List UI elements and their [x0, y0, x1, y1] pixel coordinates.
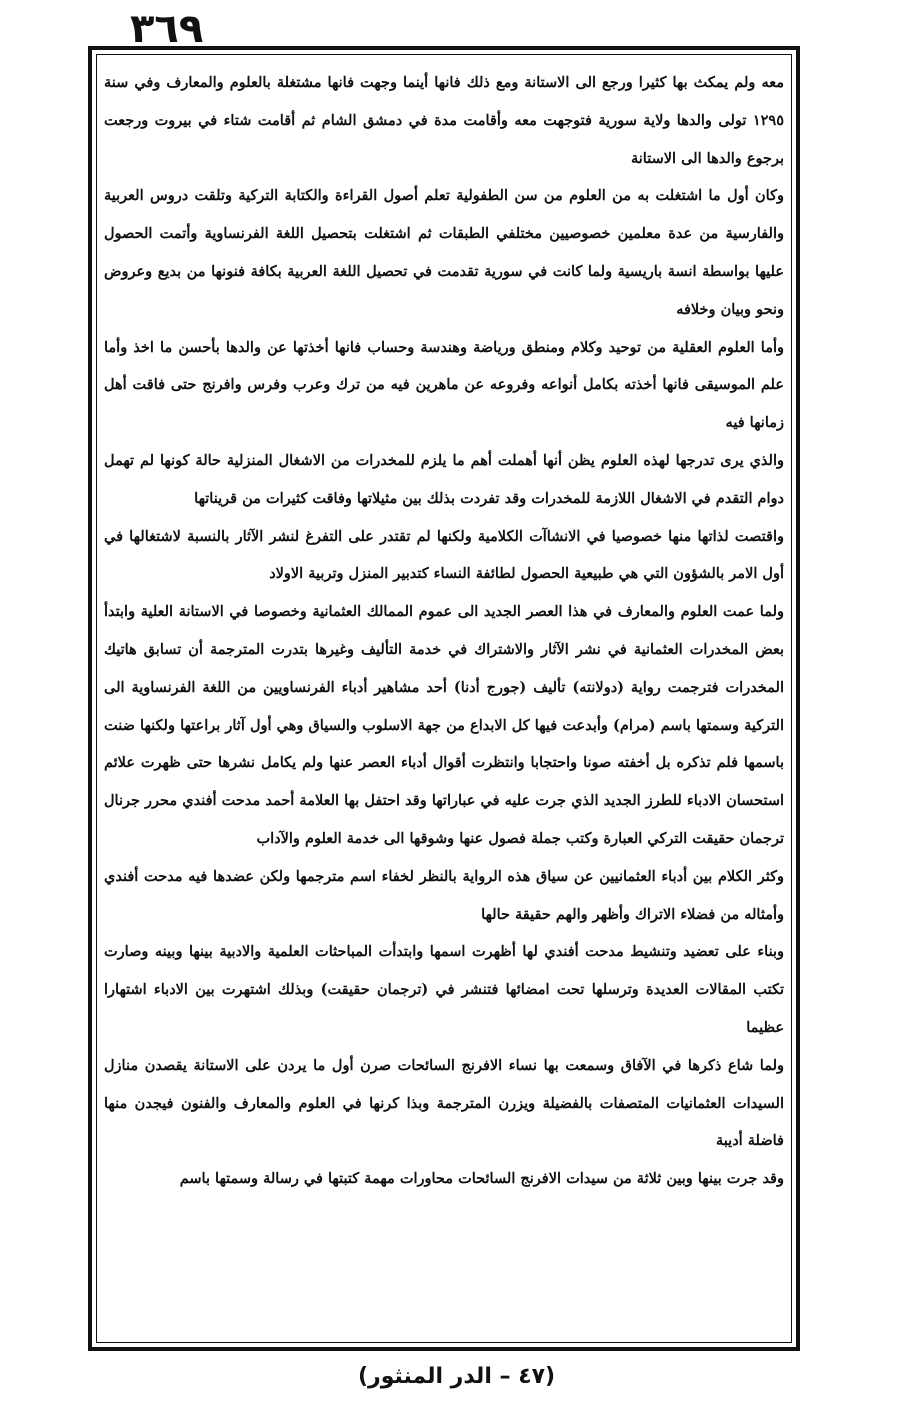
paragraph: وقد جرت بينها وبين ثلاثة من سيدات الافرنج السائحات محاورات مهمة كتبتها في رسالة وسمتها باسم	[179, 1170, 784, 1188]
page-footer: (٤٧ – الدر المنثور)	[358, 1364, 556, 1389]
paragraph: والذي يرى تدرجها لهذه العلوم يظن أنها أهملت أهم ما يلزم للمخدرات من الاشغال المنزلية حالة كونها لم تهمل دوام التقدم في الاشغال اللازمة للمخدرات وقد تفردت بذلك بين مثيلاتها وفاقت كثيرات من قريناتها	[104, 451, 784, 507]
page-number: ٣٦٩	[130, 6, 204, 52]
paragraph: وبناء على تعضيد وتنشيط مدحت أفندي لها أظهرت اسمها وابتدأت المباحثات العلمية والادبية بينها وبينه وصارت تكتب المقالات العديدة وترسلها تحت امضائها فتنشر في (ترجمان حقيقت) وبذلك اشتهرت بين الادباء اشتهارا عظيما	[104, 943, 784, 1036]
paragraph: ولما شاع ذكرها في الآفاق وسمعت بها نساء الافرنج السائحات صرن أول ما يردن على الاستانة يقصدن منازل السيدات العثمانيات المتصفات بالفضيلة ويزرن المترجمة وبذا كرنها في العلوم والمعارف والفنون فيجدن منها فاضلة أديبة	[104, 1056, 784, 1150]
paragraph: وأما العلوم العقلية من توحيد وكلام ومنطق ورياضة وهندسة وحساب فانها أخذتها عن والدها بأحسن ما اخذ وأما علم الموسيقى فانها أخذته بكامل أنواعه وفروعه عن ماهرين فيه من ترك وعرب وفرس وافرنج حتى فاقت أهل زمانها فيه	[104, 338, 784, 432]
paragraph: معه ولم يمكث بها كثيرا ورجع الى الاستانة ومع ذلك فانها أينما وجهت فانها مشتغلة بالعلوم والمعارف وفي سنة ١٢٩٥ تولى والدها ولاية سورية فتوجهت معه وأقامت مدة في دمشق الشام ثم أقامت شتاء في بيروت ورجعت برجوع والدها الى الاستانة	[104, 74, 784, 167]
text-body	[104, 64, 784, 1340]
paragraph: وكثر الكلام بين أدباء العثمانيين عن سياق هذه الرواية بالنظر لخفاء اسم مترجمها ولكن عضدها فيه مدحت أفندي وأمثاله من فضلاء الاتراك وأظهر والهم حقيقة حالها	[104, 867, 784, 923]
paragraph: ولما عمت العلوم والمعارف في هذا العصر الجديد الى عموم الممالك العثمانية وخصوصا في الاستانة العلية وابتدأ بعض المخدرات العثمانية في نشر الآثار والاشتراك في خدمة التأليف وغيرها بتدرت المترجمة أن تسابق هاتيك المخدرات فترجمت رواية (دولانته) تأليف (جورج أدنا) أحد مشاهير أدباء الفرنساويين من اللغة الفرنساوية الى التركية وسمتها باسم (مرام) وأبدعت فيها كل الابداع من جهة الاسلوب والسياق وهي أول آثار براعتها ولكنها ضنت باسمها فلم تذكره بل أخفته صونا واحتجابا وانتظرت أقوال أدباء العصر عنها ولم يكامل نشرها حتى ظهرت علائم استحسان الادباء للطرز الجديد الذي جرت عليه في عباراتها وقد احتفل بها العلامة أحمد مدحت أفندي محرر جرنال ترجمان حقيقت التركي العبارة وكتب جملة فصول عنها وشوقها الى خدمة العلوم والآداب	[104, 603, 784, 847]
paragraph: وكان أول ما اشتغلت به من العلوم من سن الطفولية تعلم أصول القراءة والكتابة التركية وتلقت دروس العربية والفارسية من عدة معلمين خصوصيين مختلفي الطبقات ثم اشتغلت بتحصيل اللغة الفرنساوية وأتمت الحصول عليها بواسطة انسة باريسية ولما كانت في سورية تقدمت في تحصيل اللغة العربية بكافة فنونها من بديع وعروض ونحو وبيان وخلافه	[104, 187, 784, 318]
paragraph: واقتصت لذاتها منها خصوصيا في الانشاآت الكلامية ولكنها لم تقتدر على التفرغ لنشر الآثار بالنسبة لاشتغالها في أول الامر بالشؤون التي هي طبيعية الحصول لطائفة النساء كتدبير المنزل وتربية الاولاد	[104, 527, 784, 583]
